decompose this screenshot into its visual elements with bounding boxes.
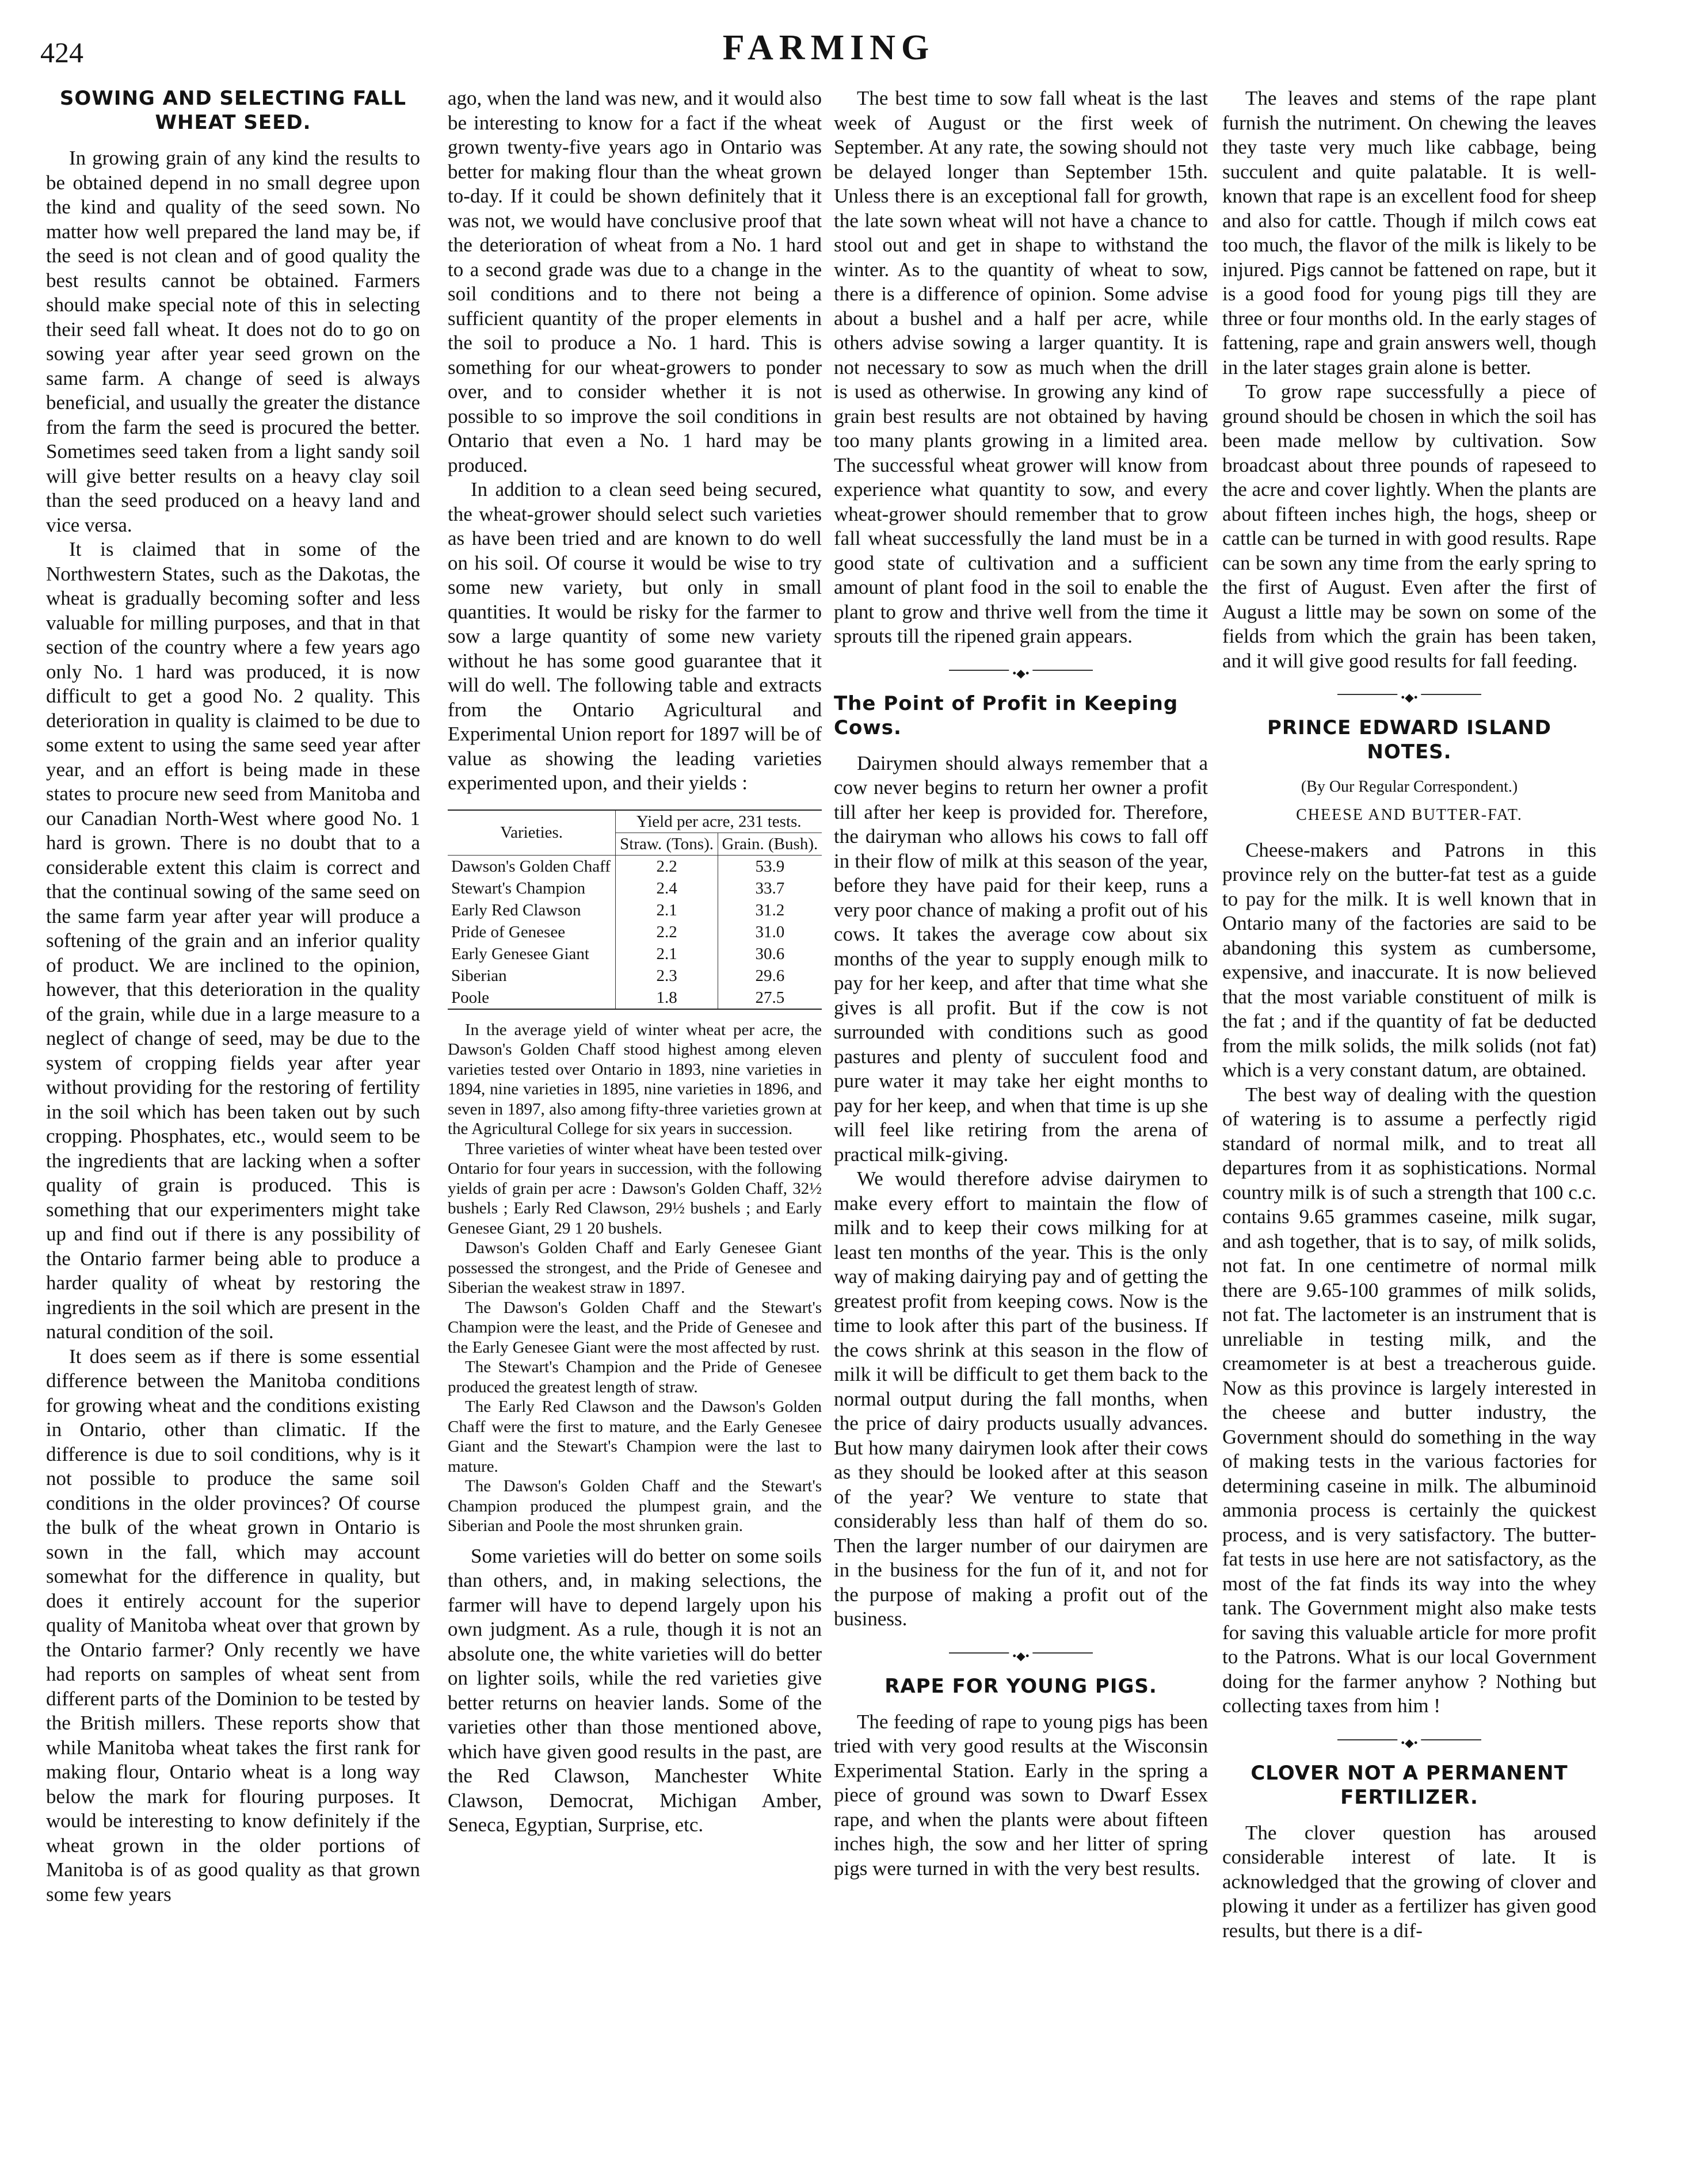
table-cell-straw: 2.4 xyxy=(656,879,677,898)
article-paragraph: Dairymen should always remember that a cow never begins to return her owner a profit till after her keep is provided for. Therefore, the dairyman who allows his cows to fall off in their flow of milk at this season of the year, before they have paid for their keep, runs a very poor chance of making a profit out of his cows. It takes the average cow about six months of the year to supply enough milk to pay for her keep, and after that time what she gives is all profit. But if the cow is not surrounded with conditions such as good pastures and plenty of succulent food and pure water it may take her eight months to pay for her keep, and when that time is up she will feel like retiring from the arena of practical milk-giving. xyxy=(834,751,1208,1166)
journal-title: FARMING xyxy=(722,28,935,67)
page-number: 424 xyxy=(40,36,83,68)
article-paragraph: In growing grain of any kind the results to be obtained depend in no small degree upon the kind and quality of the seed sown. No matter how well prepared the land may be, if the seed is not clean and of good quality the best results cannot be obtained. Farmers should make special note of this in selecting their seed fall wheat. It does not do to go on sowing year after year seed grown on the same farm. A change of seed is always beneficial, and usually the greater the distance from the farm the seed is procured the better. Sometimes seed taken from a light sandy soil will give better results on a heavy clay soil than the seed produced on a heavy land and vice versa. xyxy=(46,147,420,536)
column-3 xyxy=(834,86,1208,2135)
table-cell-straw: 2.3 xyxy=(656,966,677,985)
column-1 xyxy=(46,86,420,2135)
table-cell-grain: 53.9 xyxy=(718,855,822,877)
table-cell-straw: 2.2 xyxy=(656,857,677,876)
article-title-sowing-wheat: SOWING AND SELECTING FALL WHEAT SEED. xyxy=(59,87,407,134)
table-cell-variety: Pride of Genesee xyxy=(448,921,616,943)
article-paragraph: The best time to sow fall wheat is the last week of August or the first week of September. At any rate, the sowing should not be delayed longer than September 15th. Unless there is an exceptional fall for growth, the late sown wheat will not have a chance to stool out and get in shape to withstand the winter. As to the quantity of wheat to sow, there is a difference of opinion. Some advise about a bushel and a half per acre, while others advise sowing a larger quantity. It is not necessary to sow as much when the drill is used as otherwise. In growing any kind of grain best results are not obtained by having too many plants growing in a limited area. The successful wheat grower will know from experience what quantity to sow, and every wheat-grower should remember that to grow fall wheat successfully the land must be in a good state of cultivation and a sufficient amount of plant food in the soil to enable the plant to grow and thrive well from the time it sprouts till the ripened grain appears. xyxy=(834,87,1208,647)
article-byline: (By Our Regular Correspondent.) xyxy=(1301,778,1518,796)
table-row xyxy=(448,899,822,921)
table-note: Three varieties of winter wheat have been tested over Ontario for four years in succession, with the following yields of grain per acre : Dawson's Golden Chaff, 32½ bushels ; Early Red Clawson, 29½ bushels ; and Early Genesee Giant, 29 1 20 bushels. xyxy=(448,1139,822,1238)
table-row xyxy=(448,855,822,877)
table-cell-straw: 1.8 xyxy=(656,988,677,1007)
table-cell-variety: Dawson's Golden Chaff xyxy=(448,855,616,877)
article-paragraph: The leaves and stems of the rape plant furnish the nutriment. On chewing the leaves they taste very much like cabbage, being succulent and quite palatable. It is well-known that rape is an excellent food for sheep and also for cattle. Though if milch cows eat too much, the flavor of the milk is likely to be injured. Pigs cannot be fattened on rape, but it is a good food for young pigs till they are three or four months old. In the early stages of fattening, rape and grain answers well, though in the later stages grain alone is better. xyxy=(1222,87,1596,379)
article-paragraph: It is claimed that in some of the Northwestern States, such as the Dakotas, the wheat is gradually becoming softer and less valuable for milling purposes, and that in that section of the country where a few years ago only No. 1 hard was produced, it is now difficult to get a good No. 2 quality. This deterioration in quality is claimed to be due to some extent to using the same seed year after year, and an effort is being made in these states to procure new seed from Manitoba and our Canadian North-West where good No. 1 hard is grown. There is no doubt that to a considerable extent this claim is correct and that the continual sowing of the same seed on the same farm year after year will produce a softening of the grain and an inferior quality of product. We are inclined to the opinion, however, that this deterioration in the quality of the grain, while due in a large measure to a neglect of change of seed, may be due to the system of cropping fields year after year without providing for the restoring of fertility in the soil which has been taken out by such cropping. Phosphates, etc., would seem to be the ingredients that are lacking when a softer quality of grain is produced. This is something that our experimenters might take up and find out if there is any possibility of the Ontario farmer being able to produce a harder quality of wheat by restoring the ingredients in the soil which are present in the natural condition of the soil. xyxy=(46,538,420,1343)
article-title-rape-for-pigs: RAPE FOR YOUNG PIGS. xyxy=(884,1674,1157,1698)
table-cell-grain: 30.6 xyxy=(718,943,822,965)
article-paragraph: The best way of dealing with the question of watering is to assume a perfectly rigid standard of normal milk, and to treat all departures from it as sophistications. Normal country milk is of such a strength that 100 c.c. contains 9.65 grammes caseine, milk sugar, and ash together, that is to say, of milk solids, not fat. In one centimetre of normal milk there are 9.65-100 grammes of milk solids, not fat. The lactometer is an instrument that is unreliable in testing milk, and the creamometer is at best a treacherous guide. Now as this province is largely interested in the cheese and butter industry, the Government should do something in the way of making tests in the various factories for determining caseine in milk. The albuminoid ammonia process is certainly the quickest process, and is very satisfactory. The butter-fat tests in use here are not satisfactory, as the most of the fat finds its way into the whey tank. The Government might also make tests for saving this valuable article for more profit to the Patrons. What is our local Government doing for the farmer anyhow ? Nothing but collecting taxes from him ! xyxy=(1222,1083,1596,1717)
column-2 xyxy=(448,86,822,2135)
article-paragraph: The clover question has aroused considerable interest of late. It is acknowledged that the growing of clover and plowing it under as a fertilizer has given good results, but there is a dif- xyxy=(1222,1821,1596,1942)
table-cell-grain: 31.2 xyxy=(718,899,822,921)
table-row xyxy=(448,943,822,965)
table-notes xyxy=(448,1020,822,1536)
table-row xyxy=(448,965,822,987)
table-cell-variety: Siberian xyxy=(448,965,616,987)
article-paragraph: ago, when the land was new, and it would also be interesting to know for a fact if the wheat grown twenty-five years ago in Ontario was better for making flour than the wheat grown to-day. If it could be shown definitely that it was not, we would have conclusive proof that the deterioration of wheat from a No. 1 hard to a second grade was due to a change in the soil conditions and to there not being a sufficient quantity of the proper elements in the soil to produce a No. 1 hard. This is something for our wheat-growers to ponder over, and to consider whether it is not possible to so improve the soil conditions in Ontario that even a No. 1 hard may be produced. xyxy=(448,87,822,476)
table-note: In the average yield of winter wheat per acre, the Dawson's Golden Chaff stood highest among eleven varieties tested over Ontario in 1893, nine varieties in 1894, nine varieties in 1895, nine varieties in 1896, and seven in 1897, also among fifty-three varieties grown at the Agricultural College for six years in succession. xyxy=(448,1020,822,1138)
section-divider xyxy=(834,662,1208,679)
table-note: The Dawson's Golden Chaff and the Stewart's Champion produced the plumpest grain, and the Siberian and Poole the most shrunken grain. xyxy=(448,1477,822,1535)
article-title-pei-notes: PRINCE EDWARD ISLAND NOTES. xyxy=(1267,716,1551,763)
section-divider xyxy=(1222,686,1596,703)
table-row xyxy=(448,987,822,1009)
table-cell-variety: Early Genesee Giant xyxy=(448,943,616,965)
article-title-clover: CLOVER NOT A PERMANENT FERTILIZER. xyxy=(1250,1761,1568,1809)
table-cell-variety: Early Red Clawson xyxy=(448,899,616,921)
table-note: The Dawson's Golden Chaff and the Stewart's Champion were the least, and the Pride of Genesee and the Early Genesee Giant were the most affected by rust. xyxy=(448,1298,822,1357)
table-note: The Early Red Clawson and the Dawson's Golden Chaff were the first to mature, and the Early Genesee Giant and the Stewart's Champion were the last to mature. xyxy=(448,1398,822,1476)
table-cell-grain: 31.0 xyxy=(718,921,822,943)
table-cell-grain: 29.6 xyxy=(718,965,822,987)
article-subtitle: CHEESE AND BUTTER-FAT. xyxy=(1296,806,1523,824)
table-cell-grain: 33.7 xyxy=(718,877,822,899)
article-title-point-of-profit: The Point of Profit in Keeping Cows. xyxy=(834,692,1179,739)
table-cell-straw: 2.2 xyxy=(656,922,677,941)
article-paragraph: It does seem as if there is some essential difference between the Manitoba conditions for growing wheat and the conditions existing in Ontario, other than climatic. If the difference is due to soil conditions, why is it not possible to produce the same soil conditions in the older provinces? Of course the bulk of the wheat grown in Ontario is sown in the fall, which may account somewhat for the difference in quality, but does it entirely account for the superior quality of Manitoba wheat over that grown by the Ontario farmer? Only recently we have had reports on samples of wheat sent from different parts of the Dominion to be tested by the British millers. These reports show that while Manitoba wheat takes the first rank for making flour, Ontario wheat is a long way below the mark for flouring purposes. It would be interesting to know definitely if the wheat grown in the older portions of Manitoba is of as good quality as that grown some few years xyxy=(46,1345,420,1906)
article-paragraph: To grow rape successfully a piece of ground should be chosen in which the soil has been made mellow by cultivation. Sow broadcast about three pounds of rapeseed to the acre and cover lightly. When the plants are about fifteen inches high, the hogs, sheep or cattle can be turned in with good results. Rape can be sown any time from the early spring to the first of August. Even after the first of August a little may be sown on some of the fields from which the grain has been taken, and it will give good results for fall feeding. xyxy=(1222,380,1596,672)
table-cell-straw: 2.1 xyxy=(656,944,677,963)
section-divider xyxy=(834,1644,1208,1662)
table-cell-straw: 2.1 xyxy=(656,900,677,919)
column-4 xyxy=(1222,86,1596,2135)
page-header xyxy=(40,28,1617,74)
article-paragraph: Cheese-makers and Patrons in this province rely on the butter-fat test as a guide to pay for the milk. It is well known that in Ontario many of the factories are said to be abandoning this system as cumbersome, expensive, and inaccurate. It is now believed that the most variable constituent of milk is the fat ; and if the quantity of fat be deducted from the milk solids, the milk solids (not fat) which is a very constant datum, are obtained. xyxy=(1222,838,1596,1081)
table-header-varieties: Varieties. xyxy=(448,810,616,856)
table-note: The Stewart's Champion and the Pride of Genesee produced the greatest length of straw. xyxy=(448,1358,822,1396)
article-paragraph: Some varieties will do better on some soils than others, and, in making selections, the farmer will have to depend largely upon his own judgment. As a rule, though it is not an absolute one, the white varieties will do better on lighter soils, while the red varieties give better returns on heavier lands. Some of the varieties other than those mentioned above, which have given good results in the past, are the Red Clawson, Manchester White Clawson, Democrat, Michigan Amber, Seneca, Egyptian, Surprise, etc. xyxy=(448,1544,822,1836)
table-header-grain: Grain. (Bush). xyxy=(718,833,822,855)
article-paragraph: In addition to a clean seed being secured, the wheat-grower should select such varieties as have been tried and are known to do well on his soil. Of course it would be wise to try some new variety, but only in small quantities. It would be risky for the farmer to sow a large quantity of some new variety without he has some good guarantee that it will do well. The following table and extracts from the Ontario Agricultural and Experimental Union report for 1897 will be of value as showing the leading varieties experimented upon, and their yields : xyxy=(448,478,822,794)
article-paragraph: We would therefore advise dairymen to make every effort to maintain the flow of milk and to keep their cows milking for at least ten months of the year. This is the only way of making dairying pay and of getting the greatest profit from keeping cows. Now is the time to look after this part of the business. If the cows shrink at this season in the flow of milk it will be difficult to get them back to the normal output during the fall months, when the price of dairy products usually advances. But how many dairymen look after their cows as they should be looked after at this season of the year? We venture to state that considerably less than half of them do so. Then the larger number of our dairymen are in the business for the fun of it, and not for the purpose of making a profit out of the business. xyxy=(834,1167,1208,1630)
table-row xyxy=(448,877,822,899)
table-cell-grain: 27.5 xyxy=(718,987,822,1009)
table-cell-variety: Stewart's Champion xyxy=(448,877,616,899)
wheat-yield-table xyxy=(448,810,822,1010)
table-header-straw: Straw. (Tons). xyxy=(616,833,718,855)
table-cell-variety: Poole xyxy=(448,987,616,1009)
table-header-yield: Yield per acre, 231 tests. xyxy=(616,810,822,833)
table-note: Dawson's Golden Chaff and Early Genesee Giant possessed the strongest, and the Pride of Genesee and Siberian the weakest straw in 1897. xyxy=(448,1239,822,1297)
section-divider xyxy=(1222,1731,1596,1748)
table-row xyxy=(448,921,822,943)
article-paragraph: The feeding of rape to young pigs has been tried with very good results at the Wisconsin Experimental Station. Early in the spring a piece of ground was sown to Dwarf Essex rape, and when the plants were about fifteen inches high, the sow and her litter of spring pigs were turned in with the very best results. xyxy=(834,1710,1208,1880)
